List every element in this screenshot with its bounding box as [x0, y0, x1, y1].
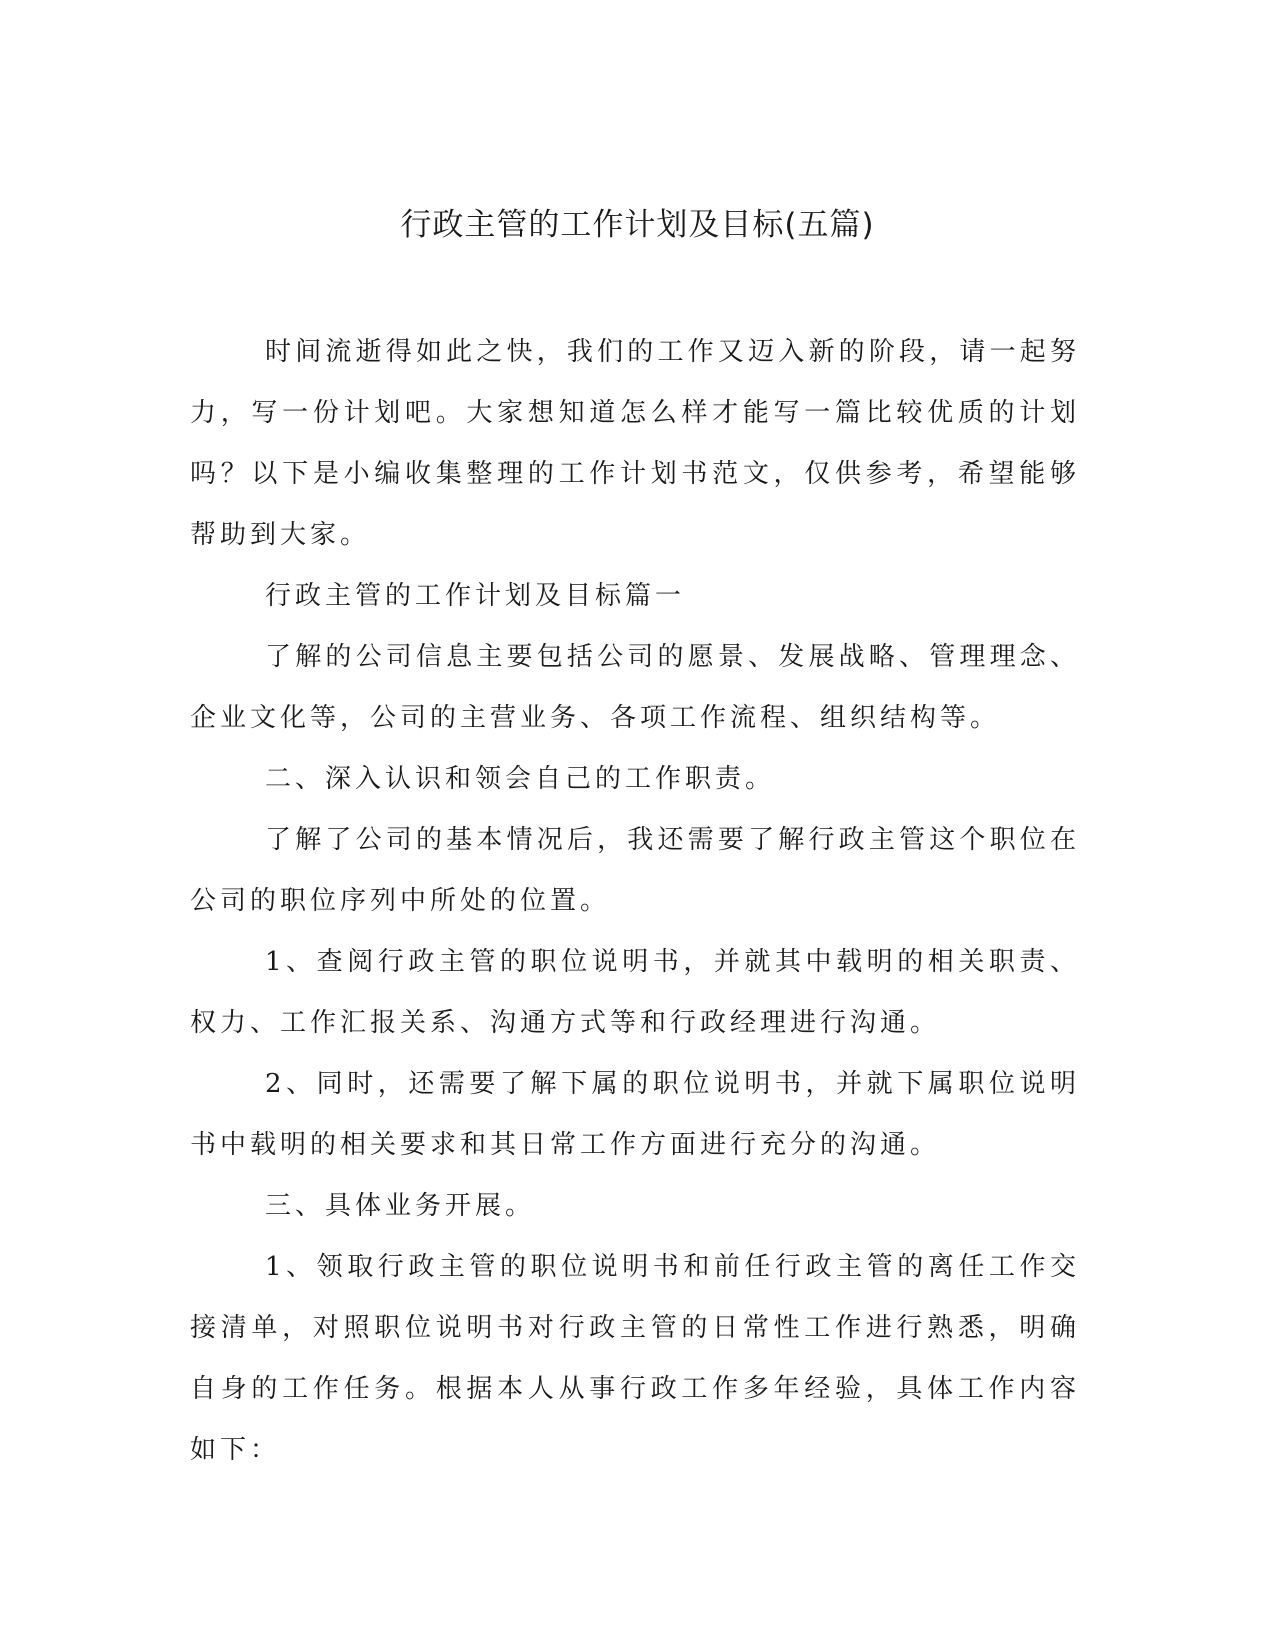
list-item-2: 2、同时，还需要了解下属的职位说明书，并就下属职位说明书中载明的相关要求和其日常工作方面进行充分的沟通。 [190, 1069, 1080, 1160]
document-body [190, 322, 1080, 1481]
intro-paragraph: 时间流逝得如此之快，我们的工作又迈入新的阶段，请一起努力，写一份计划吧。大家想知道怎么样才能写一篇比较优质的计划吗？以下是小编收集整理的工作计划书范文，仅供参考，希望能够帮助到大家。 [190, 337, 1080, 550]
list-item-3: 1、领取行政主管的职位说明书和前任行政主管的离任工作交接清单，对照职位说明书对行政主管的日常性工作进行熟悉，明确自身的工作任务。根据本人从事行政工作多年经验，具体工作内容如下： [190, 1252, 1080, 1465]
section-heading-part-one: 行政主管的工作计划及目标篇一 [265, 581, 686, 611]
document-title: 行政主管的工作计划及目标(五篇) [400, 207, 875, 243]
company-info-paragraph: 了解的公司信息主要包括公司的愿景、发展战略、管理理念、企业文化等，公司的主营业务、各项工作流程、组织结构等。 [190, 642, 1080, 733]
section-heading-three: 三、具体业务开展。 [265, 1191, 536, 1221]
section-heading-two: 二、深入认识和领会自己的工作职责。 [265, 764, 776, 794]
list-item-1: 1、查阅行政主管的职位说明书，并就其中载明的相关职责、权力、工作汇报关系、沟通方式等和行政经理进行沟通。 [190, 947, 1080, 1038]
position-understanding-paragraph: 了解了公司的基本情况后，我还需要了解行政主管这个职位在公司的职位序列中所处的位置。 [190, 825, 1080, 916]
